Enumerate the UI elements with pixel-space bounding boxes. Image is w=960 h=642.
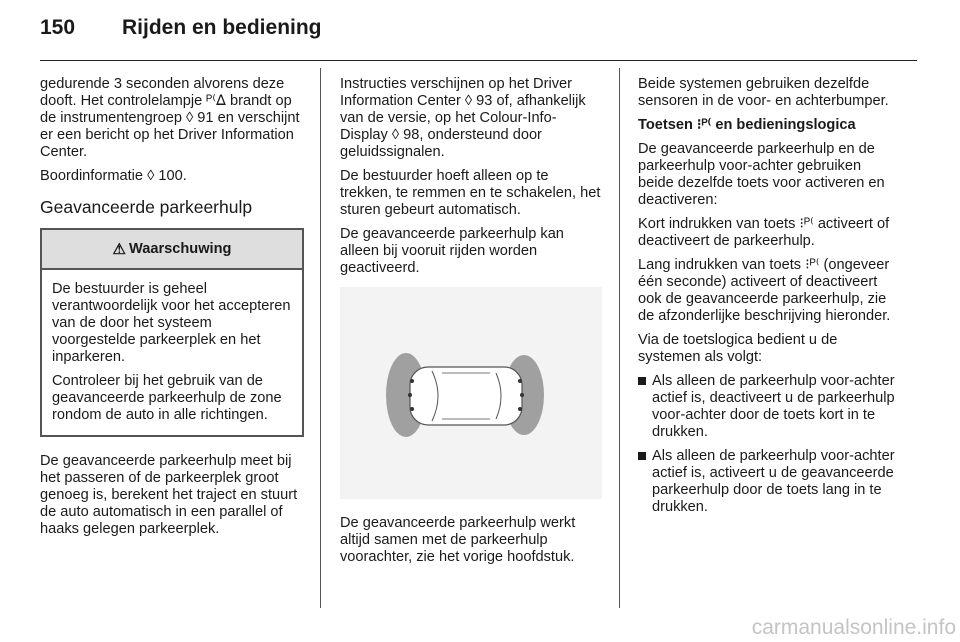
bullet-text-2: Als alleen de parkeerhulp voor-achter actief is, activeert u de geavanceerde parkeerhulp door de toets lang in te drukken.	[652, 448, 895, 515]
col2-paragraph-1: Instructies verschijnen op het Driver Information Center ◊ 93 of, afhankelijk van de versie, op het Colour-Info-Display ◊ 98, ondersteund door geluidssignalen.	[340, 76, 586, 160]
header-rule	[40, 60, 917, 61]
column-2	[340, 76, 602, 573]
col2-paragraph-2: De bestuurder hoeft alleen op te trekken, te remmen en te schakelen, het sturen gebeurt automatisch.	[340, 168, 601, 218]
col2-paragraph-4: De geavanceerde parkeerhulp werkt altijd samen met de parkeerhulp voorachter, zie het vorige hoofdstuk.	[340, 515, 576, 565]
col1-paragraph-2: Boordinformatie ◊ 100.	[40, 168, 187, 184]
col3-paragraph-3: Kort indrukken van toets ⁝ᴾ⁽ activeert of deactiveert de parkeerhulp.	[638, 216, 890, 249]
page-title: Rijden en bediening	[122, 16, 322, 39]
warning-box	[40, 228, 304, 437]
col1-paragraph-1: gedurende 3 seconden alvorens deze dooft. Het controlelampje ᴾ⁽ᐃ brandt op de instrumentengroep ◊ 91 en verschijnt er een bericht op het Driver Information Center.	[40, 76, 300, 160]
bullet-square-icon	[638, 377, 646, 385]
warning-icon: ⚠	[112, 240, 126, 258]
column-1	[40, 76, 304, 545]
page-header	[40, 16, 322, 50]
warning-paragraph-2: Controleer bij het gebruik van de geavanceerde parkeerhulp de zone rondom de auto in alle richtingen.	[52, 373, 282, 423]
warning-paragraph-1: De bestuurder is geheel verantwoordelijk voor het accepteren van de door het systeem voorgestelde parkeerplek en het inparkeren.	[52, 281, 291, 365]
page-number: 150	[40, 16, 76, 39]
col1-paragraph-3: De geavanceerde parkeerhulp meet bij het passeren of de parkeerplek groot genoeg is, berekent het traject en stuurt de auto automatisch in een parallel of haaks gelegen parkeerplek.	[40, 453, 298, 537]
car-sensor-illustration	[340, 287, 602, 499]
col3-paragraph-1: Beide systemen gebruiken dezelfde sensoren in de voor- en achterbumper.	[638, 76, 889, 109]
warning-title: Waarschuwing	[129, 240, 232, 257]
parking-sensor-figure	[340, 287, 602, 499]
column-divider-2	[619, 68, 620, 608]
car-body-icon	[410, 367, 522, 425]
bullet-square-icon	[638, 452, 646, 460]
warning-header	[42, 230, 302, 270]
col3-subheading: Toetsen ⁝ᴾ⁽ en bedieningslogica	[638, 117, 856, 133]
col2-paragraph-3: De geavanceerde parkeerhulp kan alleen bij vooruit rijden worden geactiveerd.	[340, 226, 564, 276]
col3-paragraph-5: Via de toetslogica bedient u de systemen als volgt:	[638, 332, 838, 365]
column-divider-1	[320, 68, 321, 608]
col3-paragraph-4: Lang indrukken van toets ⁝ᴾ⁽ (ongeveer één seconde) activeert of deactiveert ook de geavanceerde parkeerhulp, zie de afzonderlijke beschrijving hieronder.	[638, 257, 891, 324]
column-3	[638, 76, 900, 523]
list-item	[638, 448, 900, 516]
list-item	[638, 373, 900, 441]
section-title: Geavanceerde parkeerhulp	[40, 197, 253, 217]
col3-paragraph-2: De geavanceerde parkeerhulp en de parkeerhulp voor-achter gebruiken beide dezelfde toets voor activeren en deactiveren:	[638, 141, 885, 208]
watermark: carmanualsonline.info	[751, 616, 956, 639]
bullet-text-1: Als alleen de parkeerhulp voor-achter actief is, deactiveert u de parkeerhulp voor-achter door de toets kort in te drukken.	[652, 373, 895, 440]
warning-body	[42, 270, 302, 435]
